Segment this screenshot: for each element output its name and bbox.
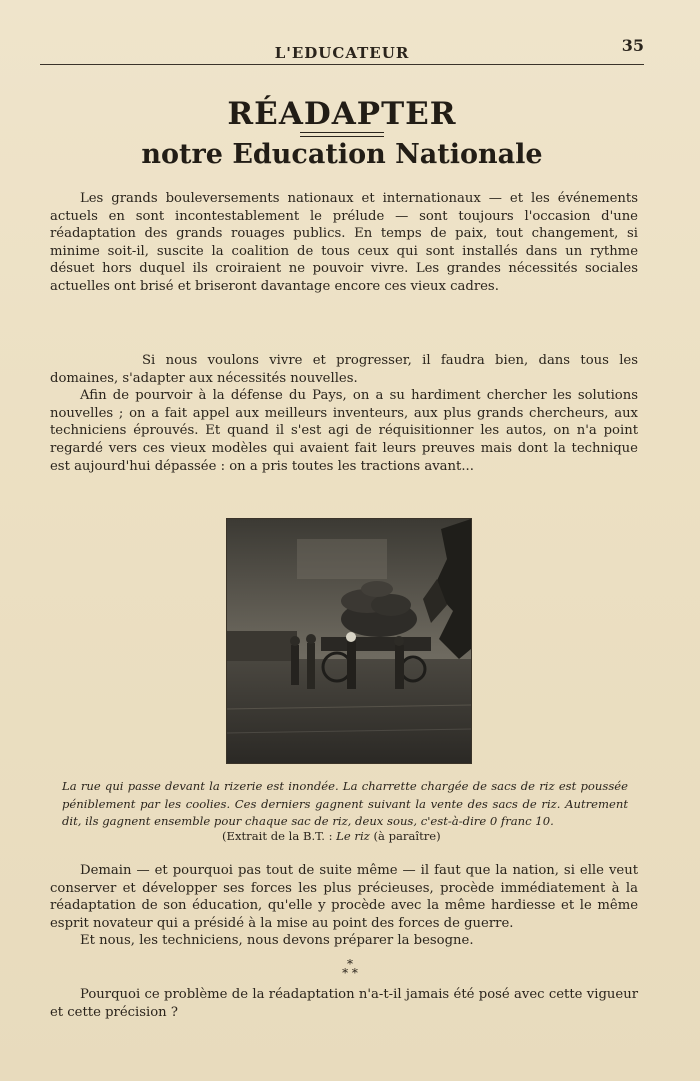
final-paragraph <box>50 986 638 1021</box>
page-number: 35 <box>621 36 644 55</box>
section-separator: * * * <box>342 957 358 980</box>
body-paragraphs <box>50 352 638 475</box>
flooded-street-photo <box>226 518 472 764</box>
title-line-2: notre Education Nationale <box>141 139 543 170</box>
closing-paragraphs <box>50 862 638 950</box>
paragraph-5: Et nous, les techniciens, nous devons préparer la besogne. <box>80 933 474 949</box>
intro-paragraph <box>50 190 638 296</box>
title-line-1: RÉADAPTER <box>227 96 457 132</box>
source-prefix: (Extrait de la B.T. : <box>222 829 337 843</box>
paragraph-1: Les grands bouleversements nationaux et internationaux — et les événements actuels en sont incontestablement le prélude — sont toujours l'occasion d'une réadaptation des grands rouages publics. En temps de paix, tout changement, si minime soit-il, suscite la coalition de tous ceux qui sont installés dans un rythme désuet hors duquel ils croiraient ne pouvoir vivre. Les grandes nécessités sociales actuelles ont brisé et briseront davantage encore ces vieux cadres. <box>50 191 638 294</box>
paragraph-6: Pourquoi ce problème de la réadaptation n'a-t-il jamais été posé avec cette vigueur et cette précision ? <box>50 987 638 1020</box>
photo-caption: La rue qui passe devant la rizerie est inondée. La charrette chargée de sacs de riz est poussée péniblement par les coolies. Ces derniers gagnent suivant la vente des sacs de riz. Autrement dit, ils gagnent ensemble pour chaque sac de riz, deux sous, c'est-à-dire 0 franc 10. <box>62 779 628 828</box>
paragraph-2: Si nous voulons vivre et progresser, il faudra bien, dans tous les domaines, s'adapter aux nécessités nouvelles. <box>50 353 638 386</box>
source-suffix: (à paraître) <box>369 829 441 843</box>
running-header <box>40 36 644 65</box>
running-title: L'EDUCATEUR <box>274 44 410 62</box>
article-title <box>40 96 644 171</box>
title-rule <box>300 132 384 137</box>
photo-source <box>222 828 522 844</box>
paragraph-4: Demain — et pourquoi pas tout de suite même — il faut que la nation, si elle veut conserver et développer ses forces les plus précieuses, procède immédiatement à la réadaptation de son éducation, qu'elle y procède avec la même hardiesse et le même esprit novateur qui a présidé à la mise au point des forces de guerre. <box>50 863 638 931</box>
paragraph-3: Afin de pourvoir à la défense du Pays, on a su hardiment chercher les solutions nouvelles ; on a fait appel aux meilleurs inventeurs, aux plus grands chercheurs, aux techniciens éprouvés. Et quand il s'est agi de réquisitionner les autos, on n'a point regardé vers ces vieux modèles qui avaient fait leurs preuves mais dont la technique est aujourd'hui dépassée : on a pris toutes les tractions avant... <box>50 388 638 474</box>
source-title: Le riz <box>336 829 370 843</box>
